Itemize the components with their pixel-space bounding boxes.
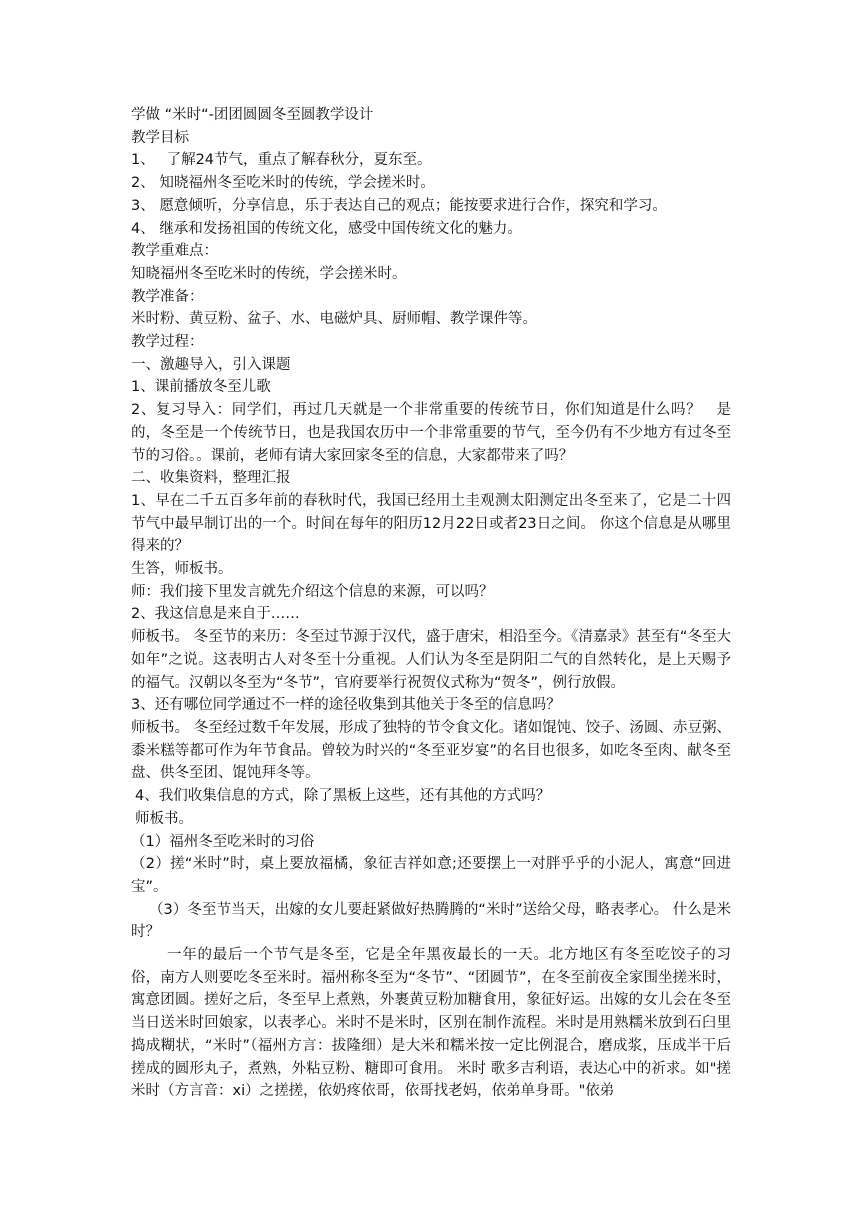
text-line: 教学目标 xyxy=(131,129,189,146)
text-line: 3、还有哪位同学通过不一样的途径收集到其他关于冬至的信息吗？ xyxy=(131,697,561,714)
text-line: （1）福州冬至吃米时的习俗 xyxy=(131,833,315,850)
text-line: 1、 了解24节气，重点了解春秋分，夏东至。 xyxy=(131,152,432,169)
text-line: 4、 继承和发扬祖国的传统文化，感受中国传统文化的魅力。 xyxy=(131,220,522,237)
text-paragraph: 师板书。 冬至经过数千年发展，形成了独特的节令食文化。诸如馄饨、饺子、汤圆、赤豆粥、黍米糕等都可作为年节食品。曾较为时兴的“冬至亚岁宴”的名目也很多，如吃冬至肉、献冬至盘、供冬至团、馄饨拜冬等。 xyxy=(131,719,731,782)
text-paragraph: 2、复习导入：同学们，再过几天就是一个非常重要的传统节日，你们知道是什么吗？ 是的，冬至是一个传统节日，也是我国农历中一个非常重要的节气，至今仍有不少地方有过冬至节的习俗。。课前，老师有请大家回家冬至的信息，大家都带来了吗？ xyxy=(131,402,731,464)
text-paragraph: 1、早在二千五百多年前的春秋时代，我国已经用土圭观测太阳测定出冬至来了，它是二十四节气中最早制订出的一个。时间在每年的阳历12月22日或者23日之间。 你这个信息是从哪里得来的？ xyxy=(131,492,731,555)
text-line: 师板书。 xyxy=(135,810,193,827)
text-paragraph: （3）冬至节当天，出嫁的女儿要赶紧做好热腾腾的“米时”送给父母，略表孝心。 什么是米时？ xyxy=(131,901,731,941)
text-paragraph: 师板书。 冬至节的来历：冬至过节源于汉代，盛于唐宋，相沿至今。《清嘉录》甚至有“冬至大如年”之说。这表明古人对冬至十分重视。人们认为冬至是阴阳二气的自然转化，是上天赐予的福气。汉朝以冬至为“冬节”，官府要举行祝贺仪式称为“贺冬”，例行放假。 xyxy=(131,629,731,691)
text-paragraph: 一年的最后一个节气是冬至，它是全年黑夜最长的一天。北方地区有冬至吃饺子的习俗，南方人则要吃冬至米时。福州称冬至为“冬节”、“团圆节”，在冬至前夜全家围坐搓米时，寓意团圆。搓好之后，冬至早上煮熟，外裹黄豆粉加糖食用，象征好运。出嫁的女儿会在冬至当日送米时回娘家，以表孝心。米时不是米时，区别在制作流程。米时是用熟糯米放到石臼里捣成糊状，“米时”（福州方言：拔隆细）是大米和糯米按一定比例混合，磨成浆，压成半干后搓成的圆形丸子，煮熟，外粘豆粉、糖即可食用。 米时 歌多吉利语，表达心中的祈求。如"搓米时（方言音：xi）之搓搓，依奶疼依哥，依哥找老妈，依弟单身哥。"依弟 xyxy=(131,947,731,1100)
text-line: 生答，师板书。 xyxy=(131,561,233,578)
text-line: 1、课前播放冬至儿歌 xyxy=(131,379,271,396)
document-title: 学做 “米时“-团团圆圆冬至圆教学设计 xyxy=(131,107,374,123)
text-line: 一、激趣导入，引入课题 xyxy=(131,356,291,373)
text-line: 3、 愿意倾听，分享信息，乐于表达自己的观点；能按要求进行合作，探究和学习。 xyxy=(131,197,667,214)
text-line: 师：我们接下里发言就先介绍这个信息的来源，可以吗？ xyxy=(131,583,494,600)
text-line: 米时粉、黄豆粉、盆子、水、电磁炉具、厨师帽、教学课件等。 xyxy=(131,311,537,328)
text-line: 2、 知晓福州冬至吃米时的传统，学会搓米时。 xyxy=(131,175,435,192)
document-body xyxy=(131,104,731,1103)
section-heading: 教学过程： xyxy=(131,334,204,351)
section-heading: 教学重难点： xyxy=(131,243,218,260)
text-line: 二、收集资料，整理汇报 xyxy=(131,470,291,487)
text-paragraph: （2）搓“米时”时，桌上要放福橘，象征吉祥如意;还要摆上一对胖乎乎的小泥人，寓意“回进宝”。 xyxy=(131,856,731,895)
text-line: 4、我们收集信息的方式，除了黑板上这些，还有其他的方式吗？ xyxy=(135,788,551,805)
text-line: 2、我这信息是来自于…… xyxy=(131,606,300,623)
text-line: 知晓福州冬至吃米时的传统，学会搓米时。 xyxy=(131,265,407,282)
section-heading: 教学准备： xyxy=(131,288,204,305)
